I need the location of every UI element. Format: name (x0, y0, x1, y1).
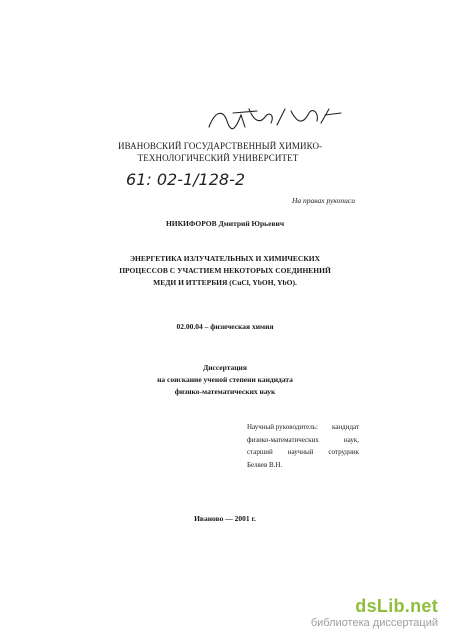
rights-note: На правах рукописи (292, 196, 355, 205)
handwritten-signature (205, 105, 345, 137)
dissertation-title (0, 253, 450, 289)
supervisor-line-3: старший научный сотрудник (247, 448, 359, 456)
degree-line-3: физико-математических наук (174, 387, 276, 396)
title-line-1: ЭНЕРГЕТИКА ИЗЛУЧАТЕЛЬНЫХ И ХИМИЧЕСКИХ (129, 254, 321, 263)
degree-line-2: на соискание ученой степени кандидата (157, 375, 293, 384)
watermark-logo[interactable]: dsLib.net (355, 596, 438, 616)
university-name (118, 140, 323, 164)
specialty-code: 02.00.04 – физическая химия (176, 322, 274, 331)
handwritten-registration-number (124, 168, 274, 190)
supervisor-name: Беляев В.Н. (247, 460, 283, 469)
place-and-year: Иваново — 2001 г. (194, 514, 256, 523)
degree-line-1: Диссертация (203, 363, 247, 372)
watermark[interactable] (311, 596, 438, 630)
title-line-3: МЕДИ И ИТТЕРБИЯ (CuCl, YbOH, YbO). (153, 278, 297, 287)
watermark-subtitle: библиотека диссертаций (310, 617, 438, 629)
supervisor-block (247, 421, 359, 471)
degree-statement (0, 362, 450, 398)
svg-text:61: 02-1/128-2: 61: 02-1/128-2 (126, 170, 246, 189)
supervisor-line-2: физико-математических наук, (247, 435, 359, 444)
supervisor-line-1: Научный руководитель: кандидат (247, 423, 359, 431)
title-line-2: ПРОЦЕССОВ С УЧАСТИЕМ НЕКОТОРЫХ СОЕДИНЕНИЙ (119, 266, 331, 275)
university-line-2: ТЕХНОЛОГИЧЕСКИЙ УНИВЕРСИТЕТ (137, 153, 299, 163)
author-name: НИКИФОРОВ Дмитрий Юрьевич (165, 219, 285, 228)
university-line-1: ИВАНОВСКИЙ ГОСУДАРСТВЕННЫЙ ХИМИКО- (118, 141, 323, 151)
